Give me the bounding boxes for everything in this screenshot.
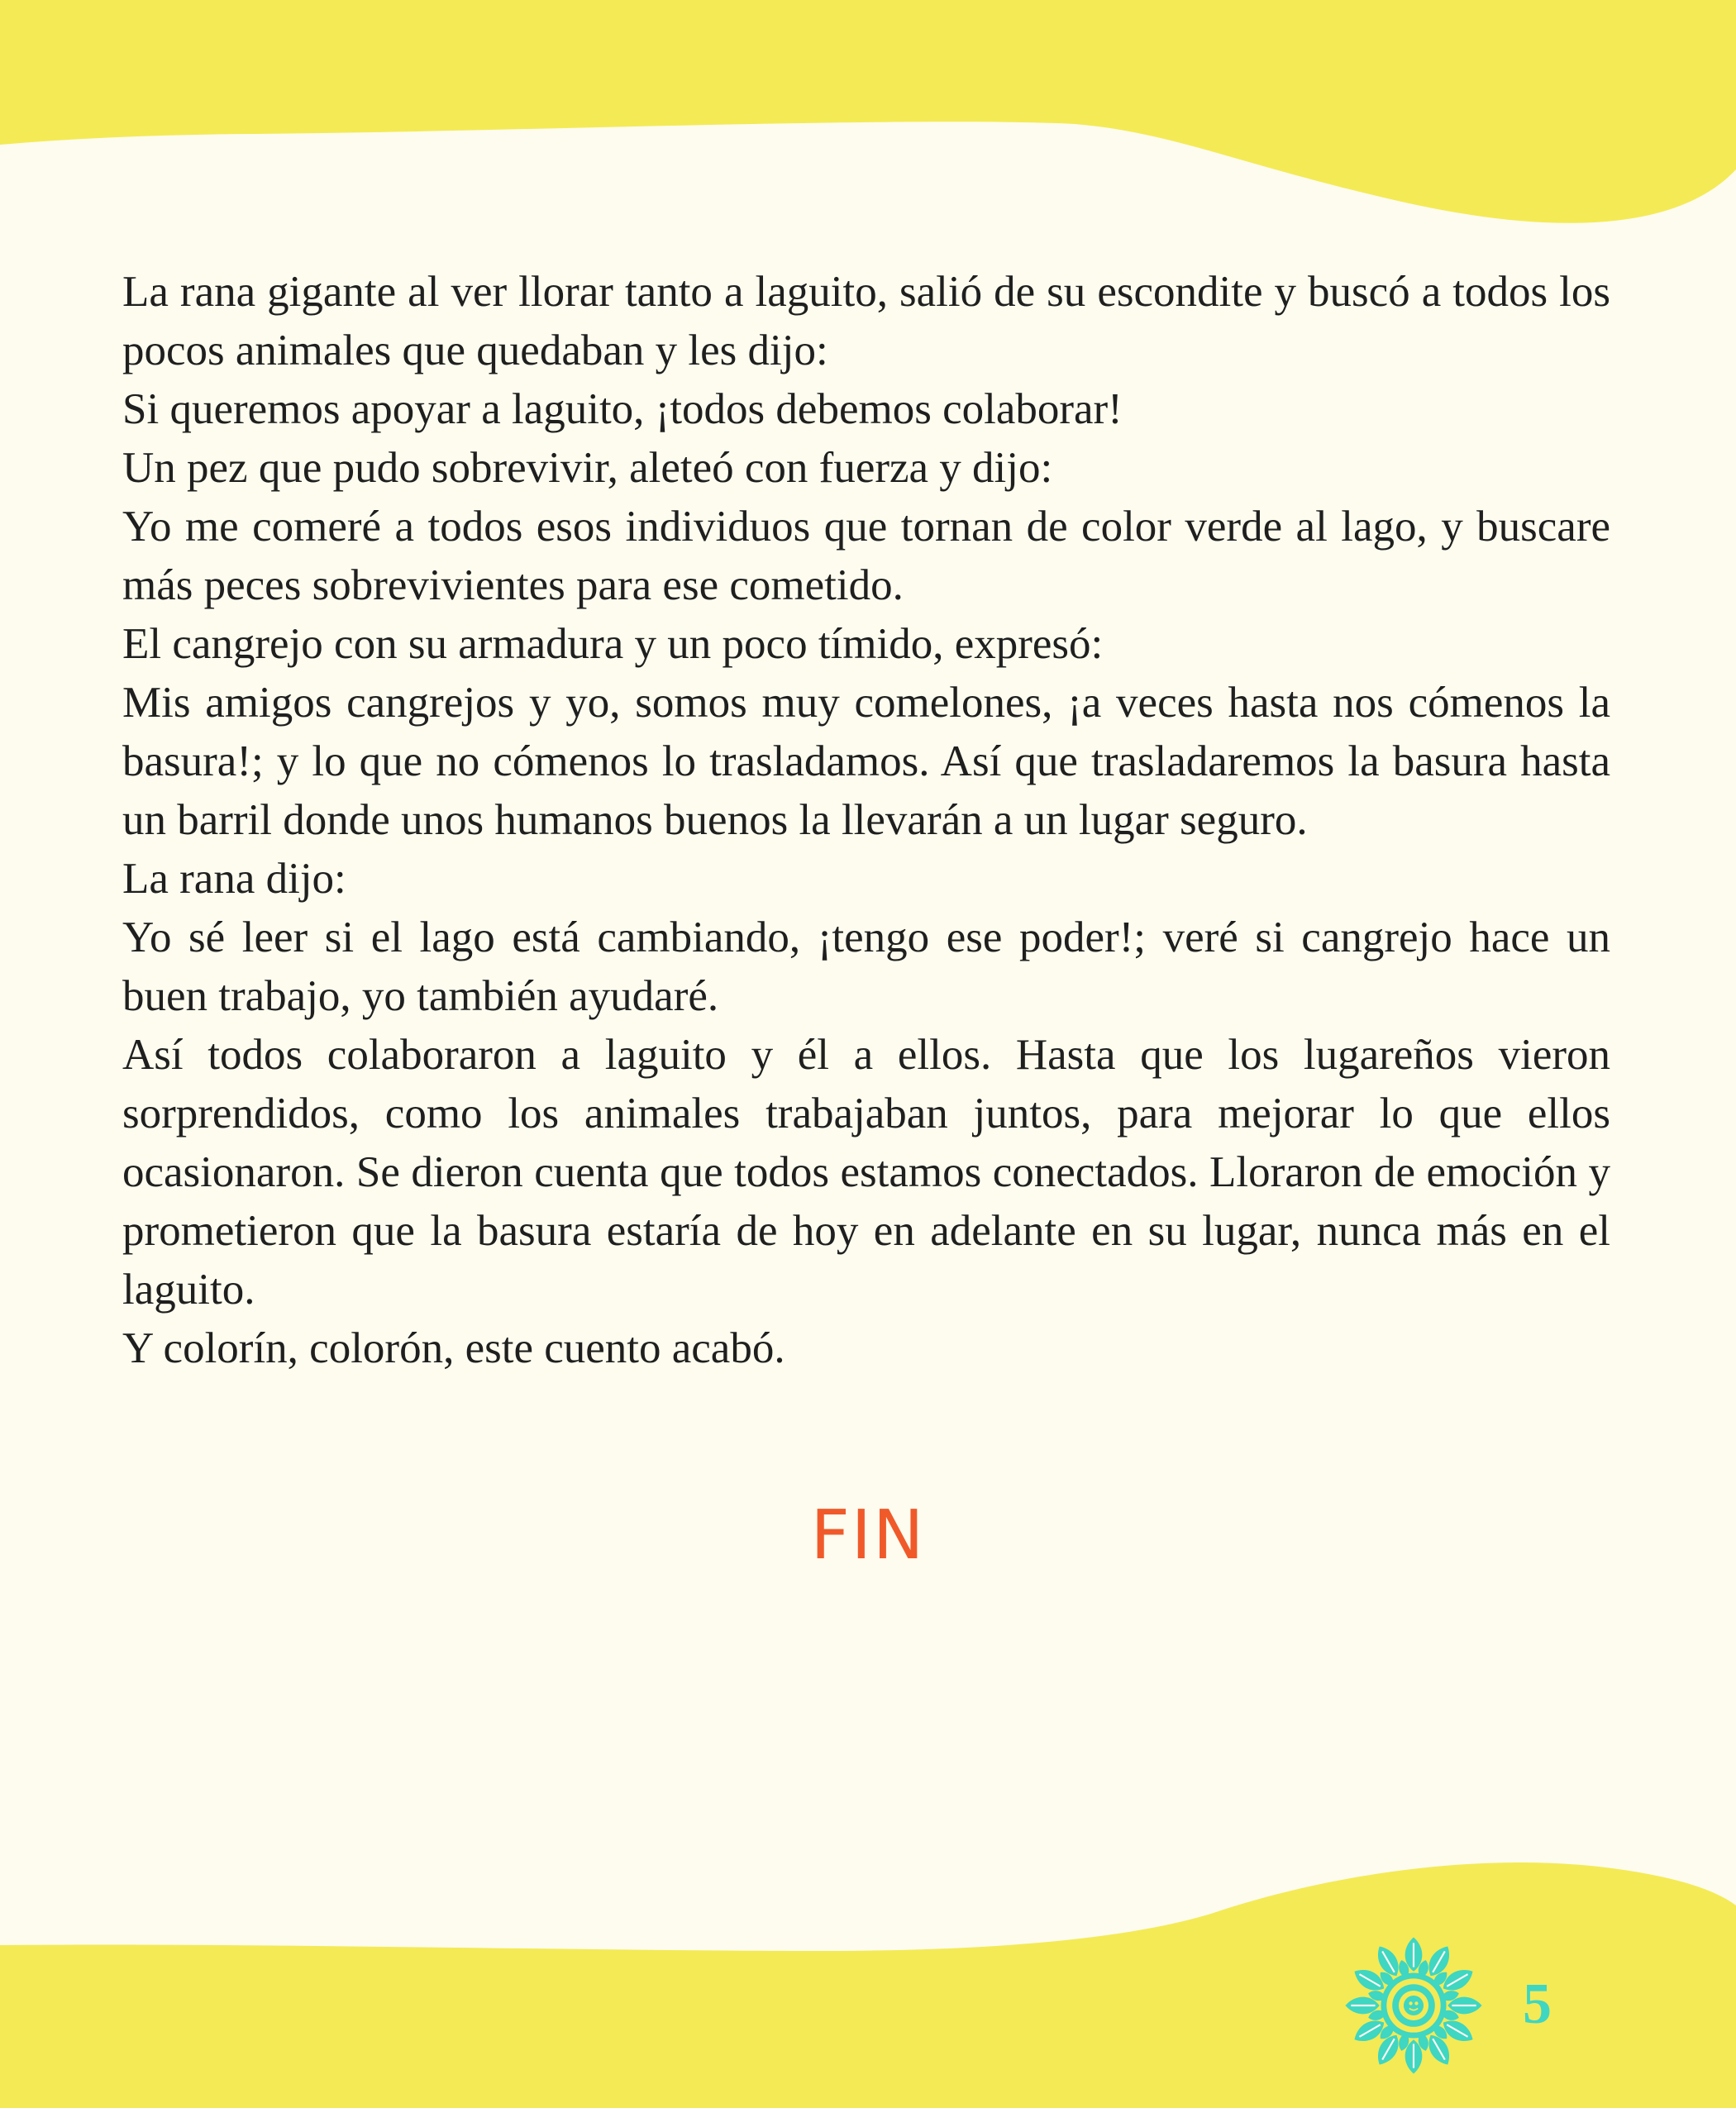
story-paragraph: Yo me comeré a todos esos individuos que tornan de color verde al lago, y buscare más peces sobrevivientes para ese cometido. (122, 503, 1610, 609)
story-paragraph: Así todos colaboraron a laguito y él a ellos. Hasta que los lugareños vieron sorprendidos, como los animales trabajaban juntos, para mejorar lo que ellos ocasionaron. Se dieron cuenta que todos estamos conectados. Lloraron de emoción y prometieron que la basura estaría de hoy en adelante en su lugar, nunca más en el laguito. (122, 1031, 1610, 1314)
story-paragraph: La rana gigante al ver llorar tanto a laguito, salió de su escondite y buscó a todos los pocos animales que quedaban y les dijo: (122, 268, 1610, 374)
story-paragraph: Y colorín, colorón, este cuento acabó. (122, 1324, 785, 1372)
story-text (122, 263, 1610, 1378)
story-paragraph: El cangrejo con su armadura y un poco tímido, expresó: (122, 620, 1104, 668)
page-number: 5 (1523, 1972, 1552, 2036)
top-wave-decoration (0, 0, 1736, 240)
story-paragraph: La rana dijo: (122, 855, 346, 903)
flower-icon (1343, 1934, 1485, 2077)
ending-title: FIN (810, 1496, 926, 1575)
story-paragraph: Si queremos apoyar a laguito, ¡todos debemos colaborar! (122, 385, 1123, 433)
story-paragraph: Yo sé leer si el lago está cambiando, ¡tengo ese poder!; veré si cangrejo hace un buen trabajo, yo también ayudaré. (122, 913, 1610, 1020)
story-paragraph: Mis amigos cangrejos y yo, somos muy comelones, ¡a veces hasta nos cómenos la basura!; y lo que no cómenos lo trasladamos. Así que trasladaremos la basura hasta un barril donde unos humanos buenos la llevarán a un lugar seguro. (122, 679, 1610, 844)
story-paragraph: Un pez que pudo sobrevivir, aleteó con fuerza y dijo: (122, 444, 1053, 492)
